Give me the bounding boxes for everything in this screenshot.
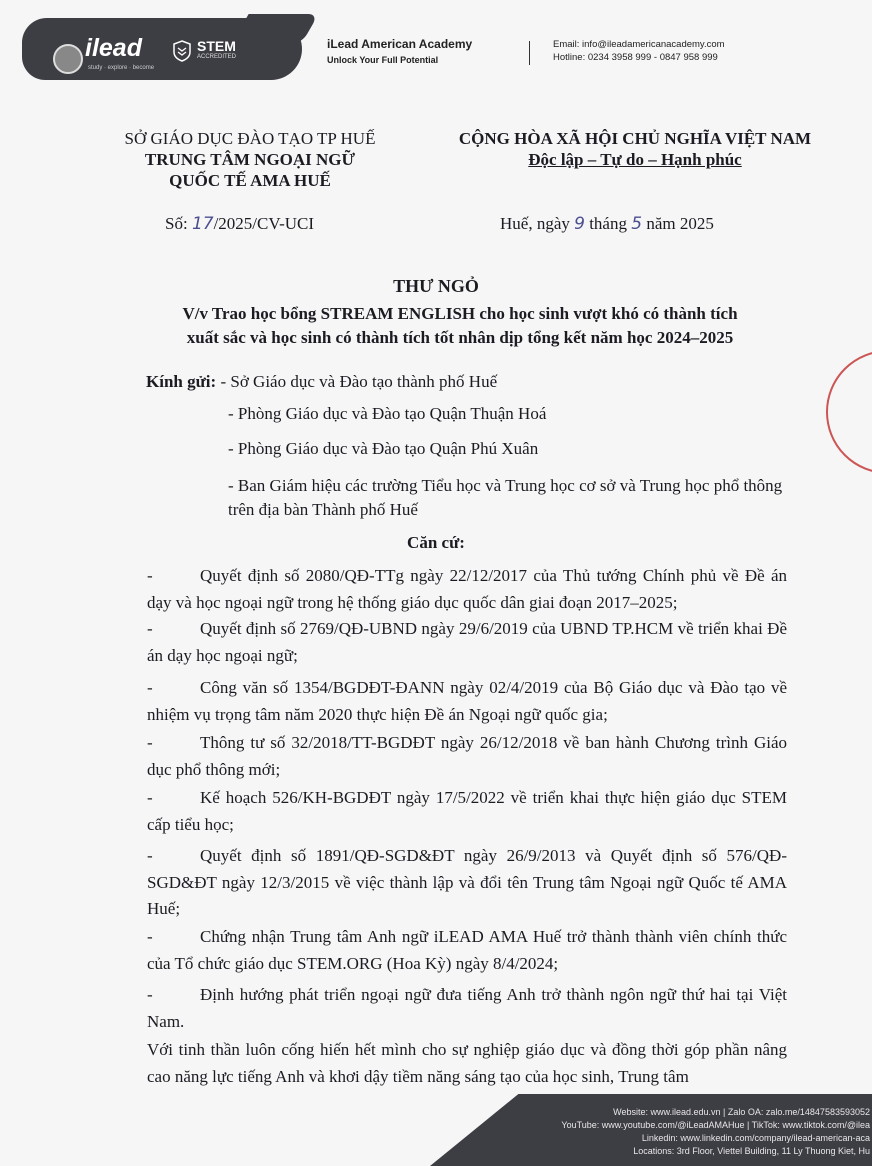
- legal-basis-item: - Thông tư số 32/2018/TT-BGDĐT ngày 26/12/2018 về ban hành Chương trình Giáo dục phổ thông mới;: [147, 730, 787, 783]
- ilead-logo: ilead: [85, 34, 142, 62]
- doc-number-suffix: /2025/CV-UCI: [213, 214, 315, 233]
- recipient-item: - Phòng Giáo dục và Đào tạo Quận Phú Xuân: [228, 439, 539, 458]
- nation-motto: Độc lập – Tự do – Hạnh phúc: [528, 150, 742, 169]
- footer-website: Website: www.ilead.edu.vn | Zalo OA: zalo.me/14847583593052: [613, 1107, 870, 1117]
- stem-shield-icon: [173, 40, 191, 62]
- national-heading: [440, 128, 830, 170]
- legal-basis-item: - Định hướng phát triển ngoại ngữ đưa tiếng Anh trở thành ngôn ngữ thứ hai tại Việt Nam.: [147, 982, 787, 1035]
- legal-basis-text: Kế hoạch 526/KH-BGDĐT ngày 17/5/2022 về triển khai thực hiện giáo dục STEM cấp tiểu học;: [147, 788, 787, 834]
- legal-basis-item: - Quyết định số 2769/QĐ-UBND ngày 29/6/2019 của UBND TP.HCM về triển khai Đề án dạy học ngoại ngữ;: [147, 616, 787, 669]
- footer-location: Locations: 3rd Floor, Viettel Building, 11 Ly Thuong Kiet, Hu: [633, 1146, 870, 1156]
- org-line-1: SỞ GIÁO DỤC ĐÀO TẠO TP HUẾ: [124, 129, 376, 148]
- org-line-2: TRUNG TÂM NGOẠI NGỮ: [144, 150, 356, 169]
- footer-youtube: YouTube: www.youtube.com/@iLeadAMAHue | TikTok: www.tiktok.com/@ilea: [561, 1120, 870, 1130]
- date-part-3: năm 2025: [642, 214, 714, 233]
- stem-label: STEM: [197, 38, 236, 54]
- date-part-1: Huế, ngày: [500, 214, 575, 233]
- recipient-item: - Ban Giám hiệu các trường Tiểu học và Trung học cơ sở và Trung học phổ thông trên địa bàn Thành phố Huế: [228, 476, 783, 519]
- document-date: [500, 214, 714, 234]
- academy-slogan: Unlock Your Full Potential: [327, 55, 439, 65]
- recipients-label-line: [146, 372, 497, 392]
- contact-block: [553, 38, 725, 64]
- doc-number-handwritten: 17: [191, 214, 214, 234]
- document-number: [165, 214, 314, 234]
- org-line-3: QUỐC TẾ AMA HUẾ: [169, 171, 331, 190]
- legal-basis-heading: Căn cứ:: [407, 533, 465, 552]
- date-part-2: tháng: [584, 214, 632, 233]
- legal-basis-text: Quyết định số 2080/QĐ-TTg ngày 22/12/2017 của Thủ tướng Chính phủ về Đề án dạy và học ngoại ngữ trong hệ thống giáo dục quốc dân giai đoạn 2017–2025;: [147, 566, 787, 612]
- header-divider: [529, 41, 530, 65]
- legal-basis-text: Công văn số 1354/BGDĐT-ĐANN ngày 02/4/2019 của Bộ Giáo dục và Đào tạo về nhiệm vụ trọng tâm năm 2020 thực hiện Đề án Ngoại ngữ quốc gia;: [147, 678, 787, 724]
- closing-paragraph: Với tinh thần luôn cống hiến hết mình cho sự nghiệp giáo dục và đồng thời góp phần nâng cao năng lực tiếng Anh và khơi dậy tiềm năng sáng tạo của học sinh, Trung tâm: [147, 1040, 787, 1086]
- legal-basis-item: - Kế hoạch 526/KH-BGDĐT ngày 17/5/2022 về triển khai thực hiện giáo dục STEM cấp tiểu học;: [147, 785, 787, 838]
- official-stamp: [826, 350, 872, 474]
- letter-subject: [140, 302, 780, 350]
- legal-basis-text: Định hướng phát triển ngoại ngữ đưa tiếng Anh trở thành ngôn ngữ thứ hai tại Việt Nam.: [147, 985, 787, 1031]
- footer-linkedin: Linkedin: www.linkedin.com/company/ilead-american-aca: [641, 1133, 870, 1143]
- legal-basis-item: - Chứng nhận Trung tâm Anh ngữ iLEAD AMA Huế trở thành thành viên chính thức của Tổ chức giáo dục STEM.ORG (Hoa Kỳ) ngày 8/4/2024;: [147, 924, 787, 977]
- letter-title: THƯ NGỎ: [393, 276, 479, 296]
- footer-contact-lines: [561, 1106, 870, 1158]
- legal-basis-item: - Quyết định số 1891/QĐ-SGD&ĐT ngày 26/9/2013 và Quyết định số 576/QĐ-SGD&ĐT ngày 12/3/2015 về việc thành lập và đổi tên Trung tâm Ngoại ngữ Quốc tế AMA Huế;: [147, 843, 787, 923]
- issuing-organization: [100, 128, 400, 191]
- subject-line-1: V/v Trao học bổng STREAM ENGLISH cho học sinh vượt khó có thành tích: [182, 304, 738, 323]
- stem-accredited-label: ACCREDITED: [197, 54, 237, 60]
- legal-basis-item: - Quyết định số 2080/QĐ-TTg ngày 22/12/2017 của Thủ tướng Chính phủ về Đề án dạy và học ngoại ngữ trong hệ thống giáo dục quốc dân giai đoạn 2017–2025;: [147, 563, 787, 616]
- academy-name: iLead American Academy: [327, 37, 473, 51]
- recipients-label: Kính gửi:: [146, 372, 217, 391]
- contact-email: Email: info@ileadamericanacademy.com: [553, 39, 725, 50]
- date-month: 5: [631, 214, 643, 234]
- date-day: 9: [574, 214, 585, 234]
- legal-basis-text: Chứng nhận Trung tâm Anh ngữ iLEAD AMA Huế trở thành thành viên chính thức của Tổ chức giáo dục STEM.ORG (Hoa Kỳ) ngày 8/4/2024;: [147, 927, 787, 973]
- contact-hotline: Hotline: 0234 3958 999 - 0847 958 999: [553, 52, 718, 63]
- legal-basis-text: Quyết định số 2769/QĐ-UBND ngày 29/6/2019 của UBND TP.HCM về triển khai Đề án dạy học ngoại ngữ;: [147, 619, 787, 665]
- footer-banner: [430, 1094, 872, 1166]
- legal-basis-item: - Công văn số 1354/BGDĐT-ĐANN ngày 02/4/2019 của Bộ Giáo dục và Đào tạo về nhiệm vụ trọng tâm năm 2020 thực hiện Đề án Ngoại ngữ quốc gia;: [147, 675, 787, 728]
- recipient-item: - Phòng Giáo dục và Đào tạo Quận Thuận Hoá: [228, 404, 547, 423]
- legal-basis-text: Quyết định số 1891/QĐ-SGD&ĐT ngày 26/9/2013 và Quyết định số 576/QĐ-SGD&ĐT ngày 12/3/2015 về việc thành lập và đổi tên Trung tâm Ngoại ngữ Quốc tế AMA Huế;: [147, 846, 787, 918]
- ilead-logo-tagline: study · explore · become: [88, 65, 155, 71]
- legal-basis-text: Thông tư số 32/2018/TT-BGDĐT ngày 26/12/2018 về ban hành Chương trình Giáo dục phổ thông mới;: [147, 733, 787, 779]
- recipient-item: - Sở Giáo dục và Đào tạo thành phố Huế: [220, 372, 498, 391]
- nation-title: CỘNG HÒA XÃ HỘI CHỦ NGHĨA VIỆT NAM: [458, 129, 812, 148]
- doc-number-prefix: Số:: [165, 214, 192, 233]
- subject-line-2: xuất sắc và học sinh có thành tích tốt nhân dịp tổng kết năm học 2024–2025: [186, 328, 734, 347]
- ilead-emblem-icon: [53, 44, 83, 74]
